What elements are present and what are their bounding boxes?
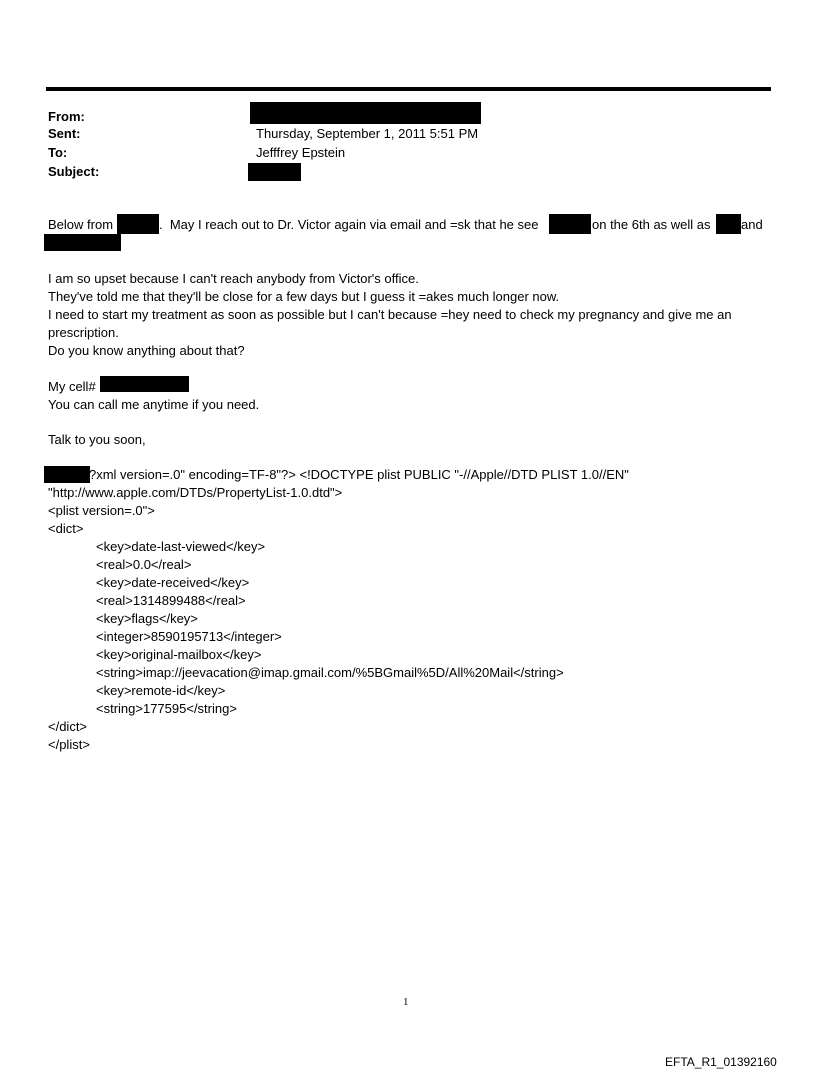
page-number: 1 (403, 996, 409, 1008)
xml-line-5: <key>date-last-viewed</key> (96, 539, 266, 554)
to-label: To: (48, 145, 68, 160)
body-line-2: I am so upset because I can't reach anybody from Victor's office. (48, 271, 419, 286)
sent-label: Sent: (48, 126, 81, 141)
redaction-name-2 (549, 214, 591, 234)
xml-line-4: <dict> (48, 521, 84, 536)
body-line-1c: on the 6th as well as (592, 217, 711, 232)
xml-line-10: <integer>8590195713</integer> (96, 629, 282, 644)
body-cell-label: My cell# (48, 379, 96, 394)
body-line-4: I need to start my treatment as soon as possible but I can't because =hey need to check my pregnancy and give me an (48, 307, 732, 322)
xml-line-15: </dict> (48, 719, 88, 734)
body-line-5: prescription. (48, 325, 119, 340)
xml-line-2: "http://www.apple.com/DTDs/PropertyList-1.0.dtd"> (48, 485, 343, 500)
to-value: Jefffrey Epstein (256, 145, 346, 160)
body-line-3: They've told me that they'll be close for a few days but I guess it =akes much longer now. (48, 289, 560, 304)
body-signoff: Talk to you soon, (48, 432, 146, 447)
xml-line-11: <key>original-mailbox</key> (96, 647, 262, 662)
from-label: From: (48, 109, 85, 124)
xml-line-13: <key>remote-id</key> (96, 683, 226, 698)
redaction-signature (44, 466, 90, 483)
redaction-name-1 (117, 214, 159, 234)
body-line-1a: Below from (48, 217, 114, 232)
sent-value: Thursday, September 1, 2011 5:51 PM (256, 126, 479, 141)
subject-redaction (248, 163, 301, 181)
xml-line-14: <string>177595</string> (96, 701, 237, 716)
xml-line-6: <real>0.0</real> (96, 557, 192, 572)
subject-label: Subject: (48, 164, 100, 179)
xml-line-8: <real>1314899488</real> (96, 593, 246, 608)
xml-line-12: <string>imap://jeevacation@imap.gmail.com/%5BGmail%5D/All%20Mail</string> (96, 665, 564, 680)
header-rule (46, 87, 771, 91)
xml-line-9: <key>flags</key> (96, 611, 198, 626)
bates-number: EFTA_R1_01392160 (665, 1055, 777, 1069)
body-line-1b: . May I reach out to Dr. Victor again via email and =sk that he see (159, 217, 539, 232)
body-line-1d: and (741, 217, 763, 232)
xml-line-16: </plist> (48, 737, 90, 752)
redaction-name-4 (44, 234, 121, 251)
xml-line-1: ?xml version=.0" encoding=TF-8"?> <!DOCTYPE plist PUBLIC "-//Apple//DTD PLIST 1.0//EN" (89, 467, 629, 482)
redaction-phone (100, 376, 189, 392)
body-line-7: You can call me anytime if you need. (48, 397, 260, 412)
redaction-name-3 (716, 214, 741, 234)
from-redaction (250, 102, 481, 124)
xml-line-7: <key>date-received</key> (96, 575, 250, 590)
xml-line-3: <plist version=.0"> (48, 503, 155, 518)
body-line-6: Do you know anything about that? (48, 343, 245, 358)
